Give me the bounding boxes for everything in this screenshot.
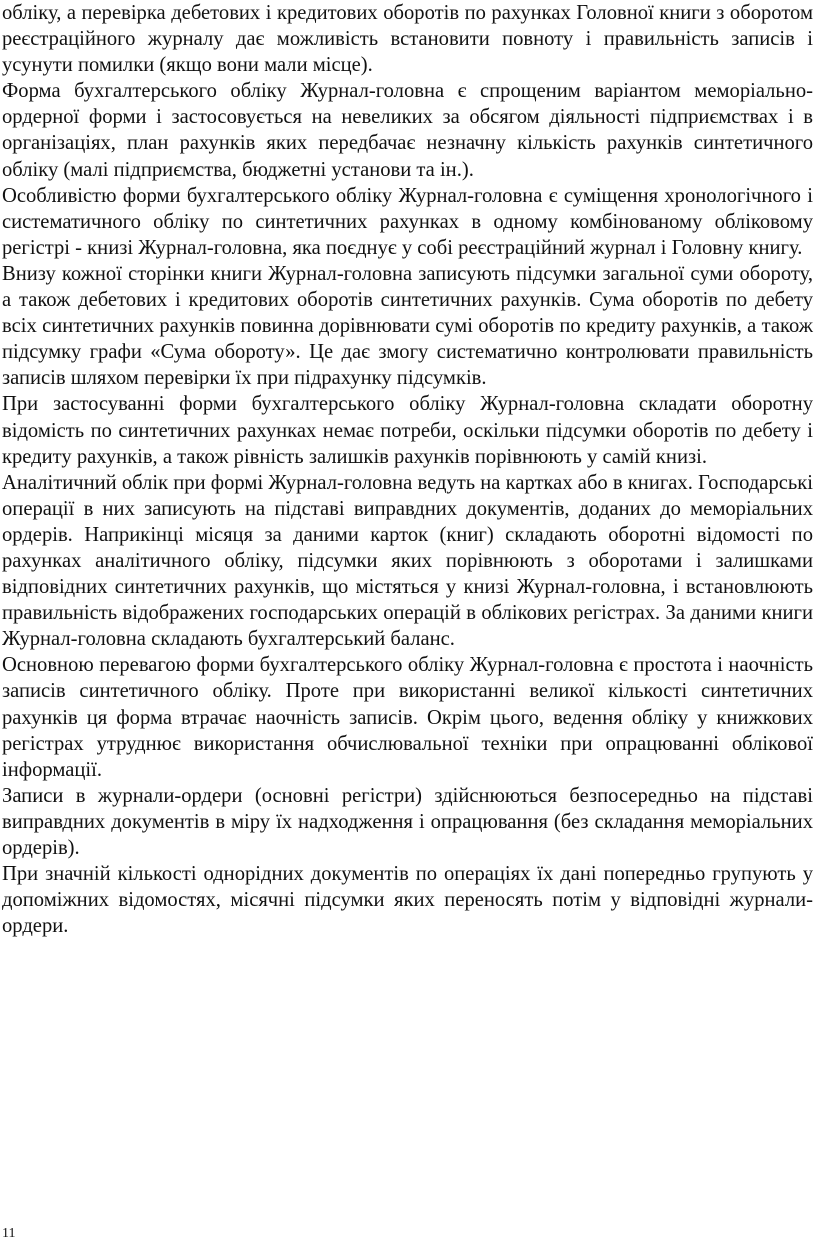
paragraph: При значній кількості однорідних документів по операціях їх дані попередньо групують у допоміжних відомостях, місячні підсумки яких переносять потім у відповідні журнали-ордери. bbox=[2, 863, 813, 938]
paragraph: При застосуванні форми бухгалтерського обліку Журнал-головна складати оборотну відомість по синтетичних рахунках немає потреби, оскільки підсумки оборотів по дебету і кредиту рахунків, а також рівність залишків рахунків порівнюють у самій книзі. bbox=[2, 393, 813, 468]
page-number: 11 bbox=[2, 1226, 16, 1241]
paragraph: Особливістю форми бухгалтерського обліку Журнал-головна є суміщення хронологічного і систематичного обліку по синтетичних рахунках в одному комбінованому обліковому регістрі - книзі Журнал-головна, яка поєднує у собі реєстраційний журнал і Головну книгу. bbox=[2, 184, 813, 259]
paragraph: Форма бухгалтерського обліку Журнал-головна є спрощеним варіантом меморіально-ордерної форми і застосовується на невеликих за обсягом діяльності підприємствах і в організаціях, план рахунків яких передбачає незначну кількість рахунків синтетичного обліку (малі підприємства, бюджетні установи та ін.). bbox=[2, 80, 813, 181]
paragraph: Записи в журнали-ордери (основні регістри) здійснюються безпосередньо на підставі виправдних документів в міру їх надходження і опрацювання (без складання меморіальних ордерів). bbox=[2, 784, 813, 859]
paragraph: Аналітичний облік при формі Журнал-головна ведуть на картках або в книгах. Господарські операції в них записують на підставі виправдних документів, доданих до меморіальних ордерів. Наприкінці місяця за даними карток (книг) складають оборотні відомості по рахунках аналітичного обліку, підсумки яких порівнюють з оборотами і залишками відповідних синтетичних рахунків, що містяться у книзі Журнал-головна, і встановлюють правильність відображених господарських операцій в облікових регістрах. За даними книги Журнал-головна складають бухгалтерський баланс. bbox=[2, 471, 813, 651]
paragraph: обліку, а перевірка дебетових і кредитових оборотів по рахунках Головної книги з оборотом реєстраційного журналу дає можливість встановити повноту і правильність записів і усунути помилки (якщо вони мали місце). bbox=[2, 2, 813, 77]
paragraph: Основною перевагою форми бухгалтерського обліку Журнал-головна є простота і наочність записів синтетичного обліку. Проте при використанні великої кількості синтетичних рахунків ця форма втрачає наочність записів. Окрім цього, ведення обліку у книжкових регістрах утруднює використання обчислювальної техніки при опрацюванні облікової інформації. bbox=[2, 654, 813, 781]
paragraph: Внизу кожної сторінки книги Журнал-головна записують підсумки загальної суми обороту, а також дебетових і кредитових оборотів синтетичних рахунків. Сума оборотів по дебету всіх синтетичних рахунків повинна дорівнювати сумі оборотів по кредиту рахунків, а також підсумку графи «Сума обороту». Це дає змогу систематично контролювати правильність записів шляхом перевірки їх при підрахунку підсумків. bbox=[2, 262, 813, 390]
body-text bbox=[2, 0, 813, 939]
